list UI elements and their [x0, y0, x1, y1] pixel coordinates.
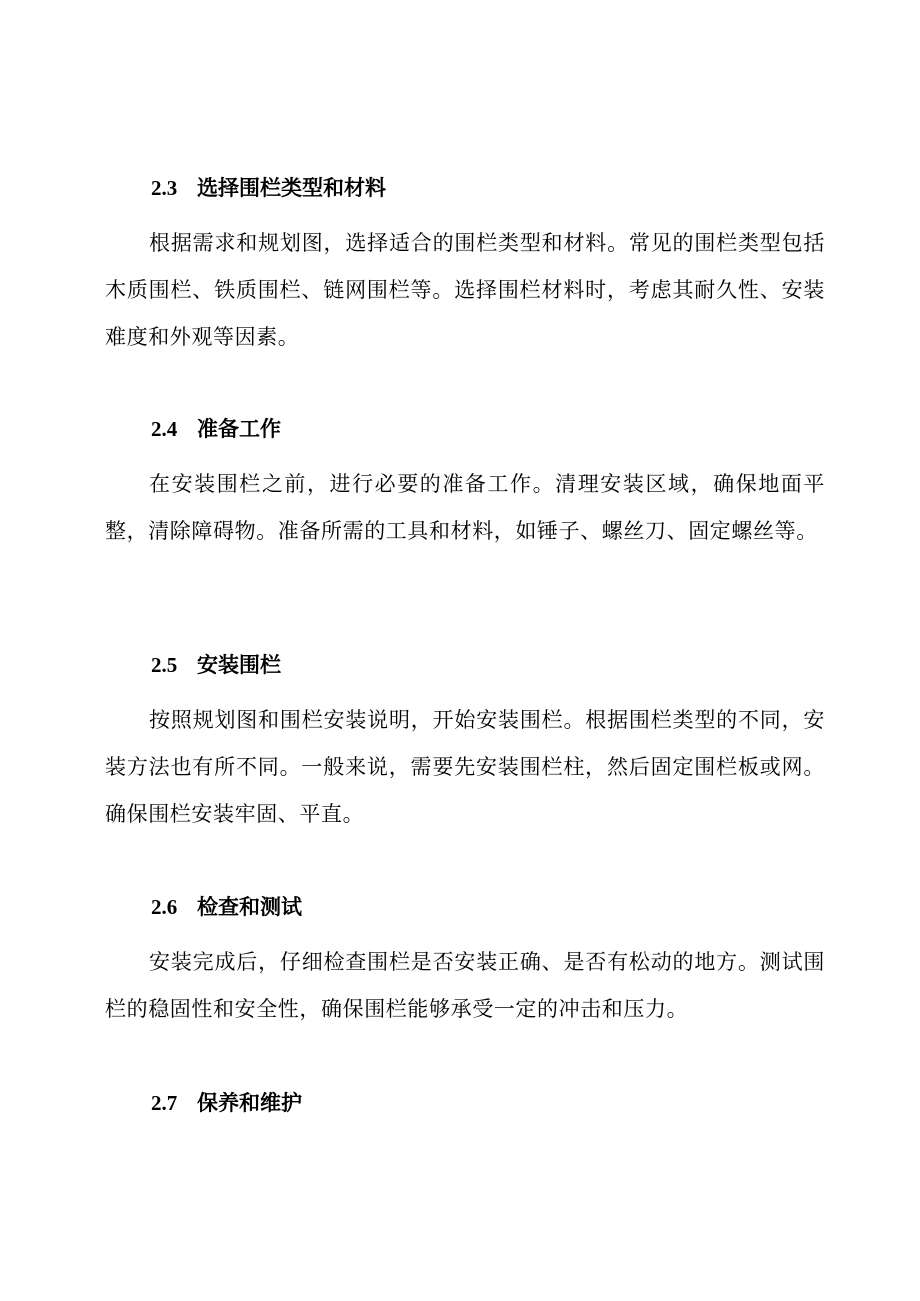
section-paragraph: 根据需求和规划图，选择适合的围栏类型和材料。常见的围栏类型包括木质围栏、铁质围栏、链网围栏等。选择围栏材料时，考虑其耐久性、安装难度和外观等因素。: [105, 231, 825, 349]
section-title: 准备工作: [197, 417, 281, 441]
section-heading: [105, 173, 825, 203]
section-number: 2.7: [151, 1091, 178, 1115]
section-heading: [105, 414, 825, 444]
section-paragraph: 在安装围栏之前，进行必要的准备工作。清理安装区域，确保地面平整，清除障碍物。准备所需的工具和材料，如锤子、螺丝刀、固定螺丝等。: [105, 472, 825, 543]
section-2-3: [105, 173, 825, 361]
section-number: 2.5: [151, 653, 178, 677]
section-2-6: [105, 892, 825, 1033]
section-heading: [105, 650, 825, 680]
section-number: 2.4: [151, 417, 178, 441]
section-heading: [105, 1088, 825, 1118]
section-2-5: [105, 650, 825, 838]
section-paragraph: 按照规划图和围栏安装说明，开始安装围栏。根据围栏类型的不同，安装方法也有所不同。一般来说，需要先安装围栏柱，然后固定围栏板或网。确保围栏安装牢固、平直。: [105, 708, 825, 826]
section-number: 2.3: [151, 176, 178, 200]
section-title: 保养和维护: [197, 1091, 302, 1115]
section-2-7: [105, 1088, 825, 1118]
section-title: 安装围栏: [197, 653, 281, 677]
section-2-4: [105, 414, 825, 555]
section-paragraph: 安装完成后，仔细检查围栏是否安装正确、是否有松动的地方。测试围栏的稳固性和安全性，确保围栏能够承受一定的冲击和压力。: [105, 950, 825, 1021]
section-heading: [105, 892, 825, 922]
section-title: 选择围栏类型和材料: [197, 176, 386, 200]
section-title: 检查和测试: [197, 895, 302, 919]
section-number: 2.6: [151, 895, 178, 919]
